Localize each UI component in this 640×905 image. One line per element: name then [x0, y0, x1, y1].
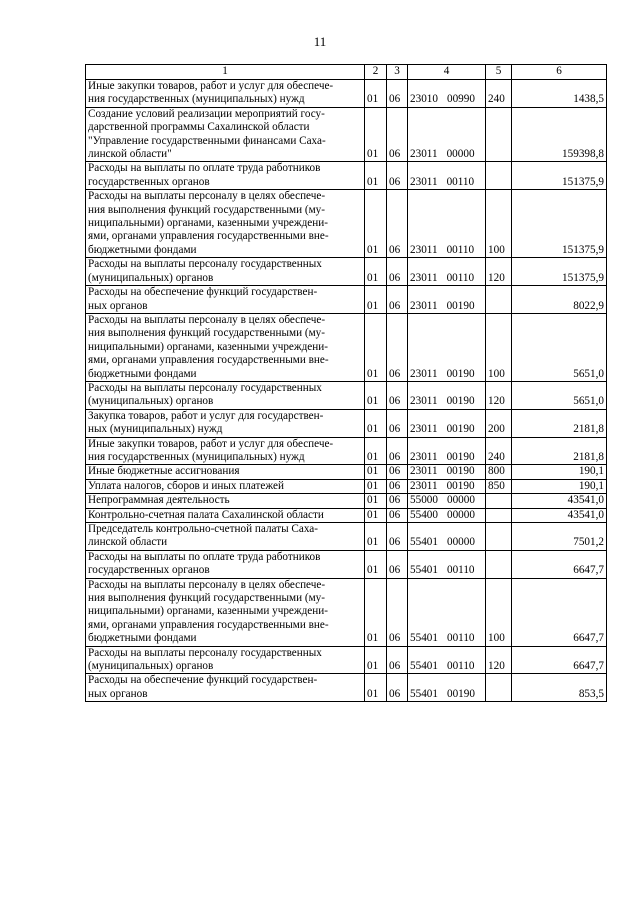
row-section-cell: 01: [365, 508, 387, 522]
row-expense-type-cell: [486, 523, 512, 551]
row-name-cell: Расходы на выплаты по оплате труда работников государственных органов: [86, 550, 365, 578]
row-name-cell: Расходы на обеспечение функций государствен- ных органов: [86, 286, 365, 314]
page-number: 11: [313, 34, 327, 49]
row-section-cell: 01: [365, 646, 387, 674]
row-subsection-cell: 06: [387, 646, 408, 674]
target-code-program: 23011: [410, 271, 438, 284]
table-row: [86, 162, 607, 190]
target-code-program: 23011: [410, 465, 438, 478]
row-name-cell: Расходы на выплаты персоналу в целях обеспече- ния выполнения функций государственными (му- ниципальными) органами, казенными учреждени- ями, органами управления государственными вне- бюджетными фондами: [86, 313, 365, 381]
row-name-cell: Расходы на выплаты персоналу государственных (муниципальных) органов: [86, 258, 365, 286]
table-row: [86, 646, 607, 674]
target-code-direction: 00110: [446, 271, 475, 284]
row-target-code-cell: [408, 494, 486, 508]
row-expense-type-cell: [486, 550, 512, 578]
row-section-cell: 01: [365, 258, 387, 286]
row-section-cell: 01: [365, 437, 387, 465]
row-expense-type-cell: 120: [486, 646, 512, 674]
row-target-code-cell: [408, 578, 486, 646]
target-code-direction: 00110: [446, 632, 475, 645]
target-code-direction: 00190: [446, 367, 475, 380]
target-code-direction: 00110: [446, 564, 475, 577]
row-amount-cell: 7501,2: [512, 523, 607, 551]
table-header-row: [86, 65, 607, 80]
target-code-program: 23011: [410, 243, 438, 256]
row-expense-type-cell: 800: [486, 465, 512, 479]
row-expense-type-cell: [486, 494, 512, 508]
target-code-program: 23011: [410, 299, 438, 312]
row-name-cell: Иные закупки товаров, работ и услуг для обеспече- ния государственных (муниципальных) нужд: [86, 437, 365, 465]
row-name-cell: Расходы на выплаты персоналу государственных (муниципальных) органов: [86, 381, 365, 409]
target-code-program: 55401: [410, 632, 438, 645]
table-row: [86, 479, 607, 493]
row-section-cell: 01: [365, 523, 387, 551]
row-section-cell: 01: [365, 80, 387, 108]
row-section-cell: 01: [365, 381, 387, 409]
row-expense-type-cell: 200: [486, 409, 512, 437]
row-subsection-cell: 06: [387, 674, 408, 702]
target-code-program: 55400: [410, 508, 438, 521]
row-amount-cell: 190,1: [512, 465, 607, 479]
target-code-direction: 00190: [446, 687, 475, 700]
row-expense-type-cell: 240: [486, 437, 512, 465]
row-subsection-cell: 06: [387, 409, 408, 437]
row-target-code-cell: [408, 523, 486, 551]
row-subsection-cell: 06: [387, 465, 408, 479]
target-code-program: 55401: [410, 687, 438, 700]
row-amount-cell: 5651,0: [512, 313, 607, 381]
row-subsection-cell: 06: [387, 494, 408, 508]
target-code-direction: 00000: [446, 508, 475, 521]
table-row: [86, 286, 607, 314]
row-name-cell: Расходы на выплаты по оплате труда работников государственных органов: [86, 162, 365, 190]
row-name-cell: Иные закупки товаров, работ и услуг для обеспече- ния государственных (муниципальных) нужд: [86, 80, 365, 108]
row-subsection-cell: 06: [387, 523, 408, 551]
column-header: 2: [365, 65, 387, 80]
row-expense-type-cell: [486, 286, 512, 314]
row-expense-type-cell: 100: [486, 578, 512, 646]
row-name-cell: Расходы на обеспечение функций государствен- ных органов: [86, 674, 365, 702]
row-subsection-cell: 06: [387, 578, 408, 646]
row-target-code-cell: [408, 550, 486, 578]
target-code-program: 55000: [410, 494, 438, 507]
row-amount-cell: 190,1: [512, 479, 607, 493]
row-amount-cell: 159398,8: [512, 107, 607, 162]
column-header: 6: [512, 65, 607, 80]
target-code-program: 23010: [410, 93, 438, 106]
row-amount-cell: 6647,7: [512, 646, 607, 674]
target-code-direction: 00000: [446, 536, 475, 549]
row-expense-type-cell: [486, 508, 512, 522]
table-row: [86, 523, 607, 551]
row-expense-type-cell: [486, 107, 512, 162]
row-section-cell: 01: [365, 494, 387, 508]
row-expense-type-cell: [486, 162, 512, 190]
row-subsection-cell: 06: [387, 258, 408, 286]
row-name-cell: Председатель контрольно-счетной палаты Саха- линской области: [86, 523, 365, 551]
row-name-cell: Контрольно-счетная палата Сахалинской области: [86, 508, 365, 522]
table-row: [86, 550, 607, 578]
row-section-cell: 01: [365, 465, 387, 479]
table-row: [86, 437, 607, 465]
row-amount-cell: 8022,9: [512, 286, 607, 314]
row-subsection-cell: 06: [387, 479, 408, 493]
table-row: [86, 190, 607, 258]
row-target-code-cell: [408, 258, 486, 286]
row-target-code-cell: [408, 80, 486, 108]
row-target-code-cell: [408, 107, 486, 162]
row-amount-cell: 853,5: [512, 674, 607, 702]
row-name-cell: Создание условий реализации мероприятий госу- дарственной программы Сахалинской области "Управление государственными финансами Саха- линской области": [86, 107, 365, 162]
column-header: 4: [408, 65, 486, 80]
row-name-cell: Уплата налогов, сборов и иных платежей: [86, 479, 365, 493]
row-amount-cell: 6647,7: [512, 550, 607, 578]
row-target-code-cell: [408, 162, 486, 190]
row-subsection-cell: 06: [387, 508, 408, 522]
table-row: [86, 508, 607, 522]
row-amount-cell: 43541,0: [512, 494, 607, 508]
target-code-direction: 00110: [446, 243, 475, 256]
row-expense-type-cell: 100: [486, 190, 512, 258]
row-expense-type-cell: 850: [486, 479, 512, 493]
row-name-cell: Иные бюджетные ассигнования: [86, 465, 365, 479]
target-code-program: 55401: [410, 564, 438, 577]
target-code-direction: 00190: [446, 395, 475, 408]
column-header: 1: [86, 65, 365, 80]
row-amount-cell: 2181,8: [512, 437, 607, 465]
table-row: [86, 674, 607, 702]
column-header: 3: [387, 65, 408, 80]
target-code-program: 23011: [410, 175, 438, 188]
row-expense-type-cell: 120: [486, 258, 512, 286]
table-row: [86, 107, 607, 162]
row-expense-type-cell: 120: [486, 381, 512, 409]
row-expense-type-cell: 240: [486, 80, 512, 108]
table-row: [86, 578, 607, 646]
row-name-cell: Расходы на выплаты персоналу в целях обеспече- ния выполнения функций государственными (му- ниципальными) органами, казенными учреждени- ями, органами управления государственными вне- бюджетными фондами: [86, 190, 365, 258]
row-target-code-cell: [408, 646, 486, 674]
row-section-cell: 01: [365, 409, 387, 437]
table-row: [86, 80, 607, 108]
target-code-direction: 00000: [446, 494, 475, 507]
target-code-direction: 00190: [446, 465, 475, 478]
row-target-code-cell: [408, 674, 486, 702]
column-header: 5: [486, 65, 512, 80]
row-name-cell: Расходы на выплаты персоналу государственных (муниципальных) органов: [86, 646, 365, 674]
target-code-program: 23011: [410, 367, 438, 380]
target-code-direction: 00190: [446, 299, 475, 312]
row-target-code-cell: [408, 381, 486, 409]
target-code-direction: 00110: [446, 660, 475, 673]
budget-table: [85, 64, 607, 702]
target-code-direction: 00190: [446, 479, 475, 492]
row-amount-cell: 6647,7: [512, 578, 607, 646]
row-subsection-cell: 06: [387, 80, 408, 108]
table-row: [86, 381, 607, 409]
target-code-direction: 00110: [446, 175, 475, 188]
row-section-cell: 01: [365, 190, 387, 258]
row-expense-type-cell: [486, 674, 512, 702]
row-subsection-cell: 06: [387, 190, 408, 258]
row-target-code-cell: [408, 190, 486, 258]
row-target-code-cell: [408, 286, 486, 314]
target-code-program: 55401: [410, 536, 438, 549]
row-name-cell: Закупка товаров, работ и услуг для государствен- ных (муниципальных) нужд: [86, 409, 365, 437]
table-row: [86, 465, 607, 479]
row-amount-cell: 151375,9: [512, 258, 607, 286]
row-target-code-cell: [408, 437, 486, 465]
row-section-cell: 01: [365, 479, 387, 493]
row-section-cell: 01: [365, 550, 387, 578]
row-section-cell: 01: [365, 578, 387, 646]
target-code-direction: 00990: [446, 93, 475, 106]
target-code-program: 23011: [410, 450, 438, 463]
target-code-program: 23011: [410, 423, 438, 436]
table-row: [86, 409, 607, 437]
target-code-program: 23011: [410, 395, 438, 408]
row-target-code-cell: [408, 508, 486, 522]
table-row: [86, 494, 607, 508]
row-section-cell: 01: [365, 313, 387, 381]
row-section-cell: 01: [365, 107, 387, 162]
row-section-cell: 01: [365, 286, 387, 314]
row-amount-cell: 43541,0: [512, 508, 607, 522]
target-code-program: 23011: [410, 479, 438, 492]
row-target-code-cell: [408, 479, 486, 493]
row-amount-cell: 151375,9: [512, 190, 607, 258]
row-subsection-cell: 06: [387, 162, 408, 190]
row-amount-cell: 5651,0: [512, 381, 607, 409]
row-name-cell: Расходы на выплаты персоналу в целях обеспече- ния выполнения функций государственными (му- ниципальными) органами, казенными учреждени- ями, органами управления государственными вне- бюджетными фондами: [86, 578, 365, 646]
row-amount-cell: 2181,8: [512, 409, 607, 437]
target-code-program: 55401: [410, 660, 438, 673]
row-section-cell: 01: [365, 162, 387, 190]
row-subsection-cell: 06: [387, 286, 408, 314]
target-code-direction: 00190: [446, 423, 475, 436]
table-row: [86, 313, 607, 381]
row-subsection-cell: 06: [387, 550, 408, 578]
target-code-direction: 00190: [446, 450, 475, 463]
row-target-code-cell: [408, 465, 486, 479]
row-subsection-cell: 06: [387, 107, 408, 162]
table-row: [86, 258, 607, 286]
row-target-code-cell: [408, 313, 486, 381]
target-code-direction: 00000: [446, 148, 475, 161]
row-name-cell: Непрограммная деятельность: [86, 494, 365, 508]
row-subsection-cell: 06: [387, 381, 408, 409]
row-amount-cell: 151375,9: [512, 162, 607, 190]
row-amount-cell: 1438,5: [512, 80, 607, 108]
row-section-cell: 01: [365, 674, 387, 702]
row-target-code-cell: [408, 409, 486, 437]
target-code-program: 23011: [410, 148, 438, 161]
row-subsection-cell: 06: [387, 313, 408, 381]
row-subsection-cell: 06: [387, 437, 408, 465]
row-expense-type-cell: 100: [486, 313, 512, 381]
